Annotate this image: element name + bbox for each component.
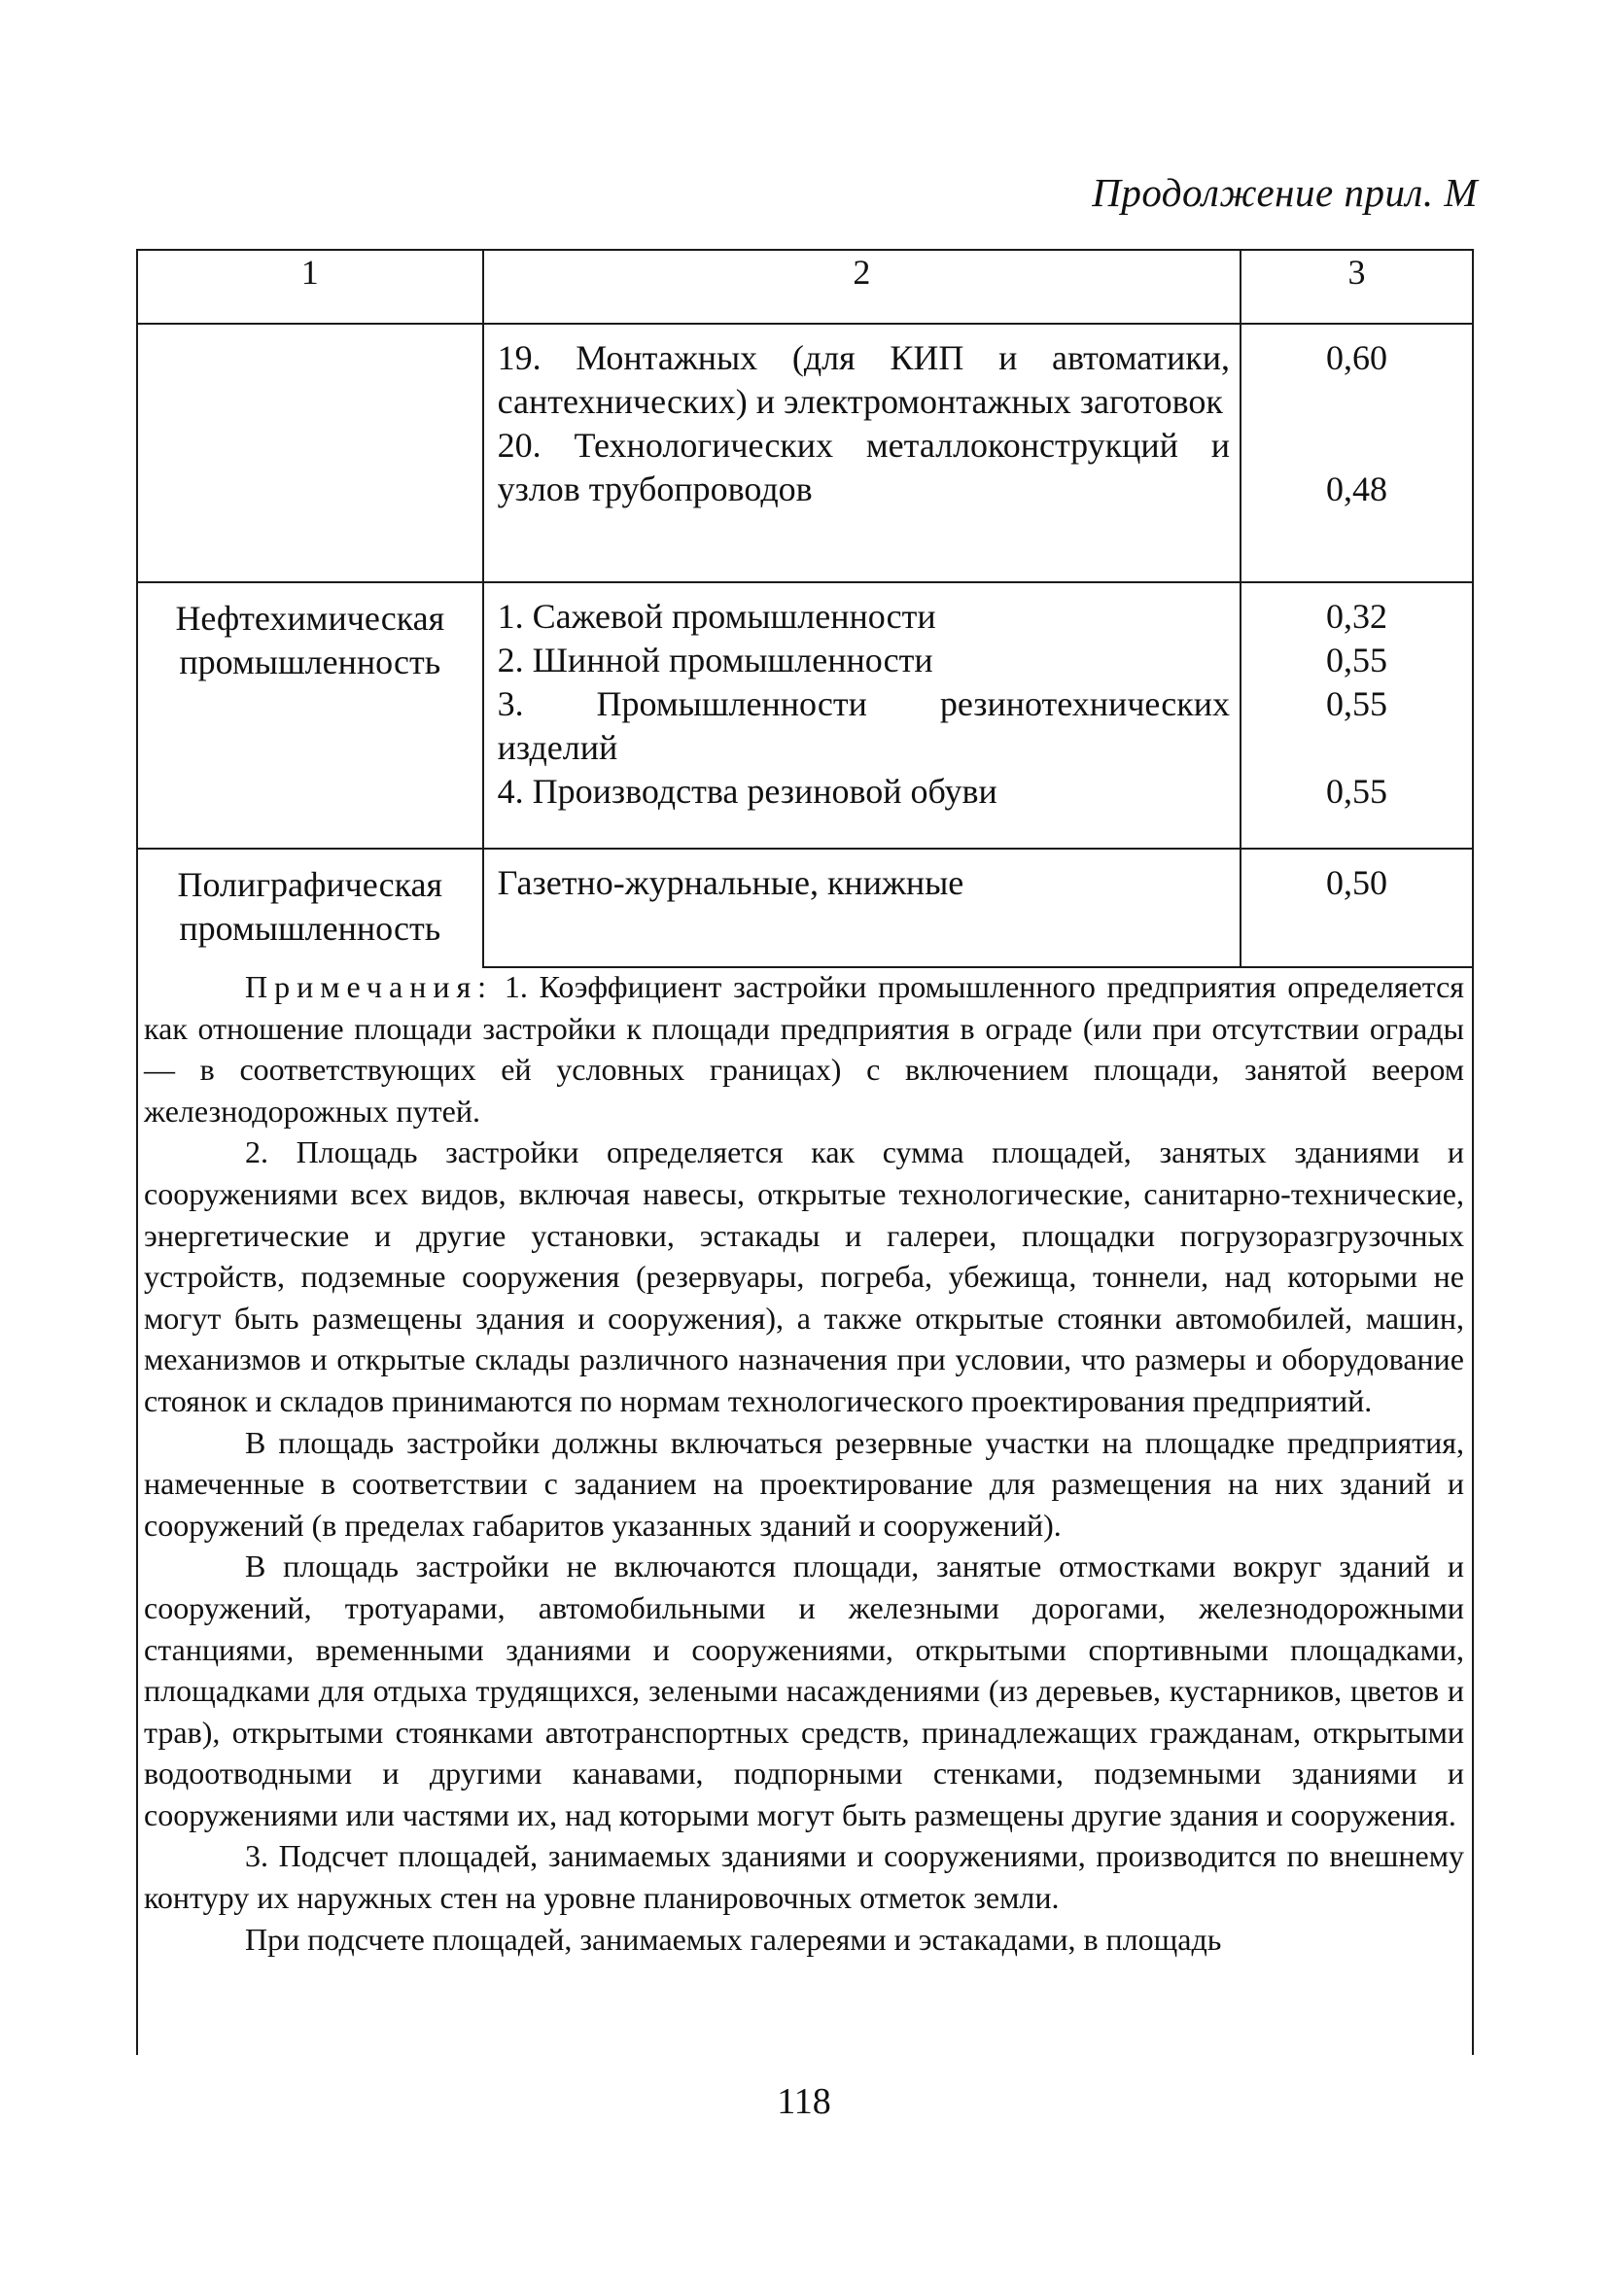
industry-name: Нефтехимическая промышленность bbox=[175, 599, 445, 681]
table-header-row bbox=[137, 250, 1473, 324]
list-item: 20. Технологических металлоконструкций и узлов трубопроводов bbox=[497, 426, 1231, 508]
note-paragraph: При подсчете площадей, занимаемых галереями и эстакадами, в площадь bbox=[245, 1921, 1222, 1957]
table-row bbox=[137, 849, 1473, 967]
value-cell bbox=[1241, 582, 1473, 849]
value-cell bbox=[1241, 849, 1473, 967]
industry-cell bbox=[137, 324, 483, 582]
note-paragraph: 3. Подсчет площадей, занимаемых зданиями и сооружениями, производится по внешнему контуру их наружных стен на уровне планировочных отметок земли. bbox=[144, 1838, 1464, 1916]
notes-label: Примечания: bbox=[245, 969, 494, 1004]
enterprise-cell bbox=[483, 849, 1241, 967]
enterprise-cell bbox=[483, 324, 1241, 582]
list-item: 3. Промышленности резинотехнических изделий bbox=[497, 684, 1231, 767]
list-item: 19. Монтажных (для КИП и автоматики, сантехнических) и электромонтажных заготовок bbox=[497, 338, 1231, 421]
enterprise-cell bbox=[483, 582, 1241, 849]
coefficient-value: 0,48 bbox=[1326, 470, 1388, 508]
column-header-2: 2 bbox=[483, 250, 1241, 324]
coefficient-value: 0,55 bbox=[1326, 684, 1388, 723]
industry-name bbox=[138, 325, 482, 338]
industry-name: Полиграфическая промышленность bbox=[177, 865, 443, 948]
notes-section bbox=[136, 966, 1474, 2055]
note-paragraph: В площадь застройки не включаются площади, занятые отмостками вокруг зданий и сооружений, тротуарами, автомобильными и железными дорогами, железнодорожными станциями, временными зданиями и сооружениями, открытыми спортивными площадками, площадками для отдыха трудящихся, зелеными насаждениями (из деревьев, кустарников, цветов и трав), открытыми стоянками автотранспортных средств, принадлежащих гражданам, открытыми водоотводными и другими канавами, подпорными стенками, подземными зданиями и сооружениями или частями их, над которыми могут быть размещены другие здания и сооружения. bbox=[144, 1548, 1464, 1832]
industry-cell bbox=[137, 582, 483, 849]
coefficient-value: 0,50 bbox=[1326, 863, 1388, 902]
coefficient-value: 0,55 bbox=[1326, 772, 1388, 811]
table-row bbox=[137, 582, 1473, 849]
industry-cell bbox=[137, 849, 483, 967]
note-paragraph bbox=[144, 966, 1464, 1131]
page-number: 118 bbox=[777, 2081, 831, 2122]
list-item: 4. Производства резиновой обуви bbox=[497, 772, 997, 811]
column-header-1: 1 bbox=[137, 250, 483, 324]
coefficients-table bbox=[136, 249, 1474, 968]
note-paragraph: 2. Площадь застройки определяется как сумма площадей, занятых зданиями и сооружениями всех видов, включая навесы, открытые технологические, санитарно-технические, энергетические и другие установки, эстакады и галереи, площадки погрузоразгрузочных устройств, подземные сооружения (резервуары, погреба, убежища, тоннели, над которыми не могут быть размещены здания и сооружения), а также открытые стоянки автомобилей, машин, механизмов и открытые склады различного назначения при условии, что размеры и оборудование стоянок и складов принимаются по нормам технологического проектирования предприятий. bbox=[144, 1134, 1464, 1418]
list-item: 1. Сажевой промышленности bbox=[497, 597, 936, 636]
coefficient-value: 0,55 bbox=[1326, 641, 1388, 679]
list-item: Газетно-журнальные, книжные bbox=[497, 863, 964, 902]
note-paragraph: В площадь застройки должны включаться резервные участки на площадке предприятия, намеченные в соответствии с заданием на проектирование для размещения на них зданий и сооружений (в пределах габаритов указанных зданий и сооружений). bbox=[144, 1424, 1464, 1543]
note-text: 1. Коэффициент застройки промышленного предприятия определяется как отношение площади застройки к площади предприятия в ограде (или при отсутствии ограды — в соответствующих ей условных границах) с включением площади, занятой веером железнодорожных путей. bbox=[144, 969, 1465, 1129]
table-row bbox=[137, 324, 1473, 582]
value-cell bbox=[1241, 324, 1473, 582]
continuation-label: Продолжение прил. М bbox=[1092, 170, 1478, 215]
coefficient-value: 0,32 bbox=[1326, 597, 1388, 636]
column-header-3: 3 bbox=[1241, 250, 1473, 324]
coefficient-value: 0,60 bbox=[1326, 338, 1388, 377]
list-item: 2. Шинной промышленности bbox=[497, 641, 933, 679]
